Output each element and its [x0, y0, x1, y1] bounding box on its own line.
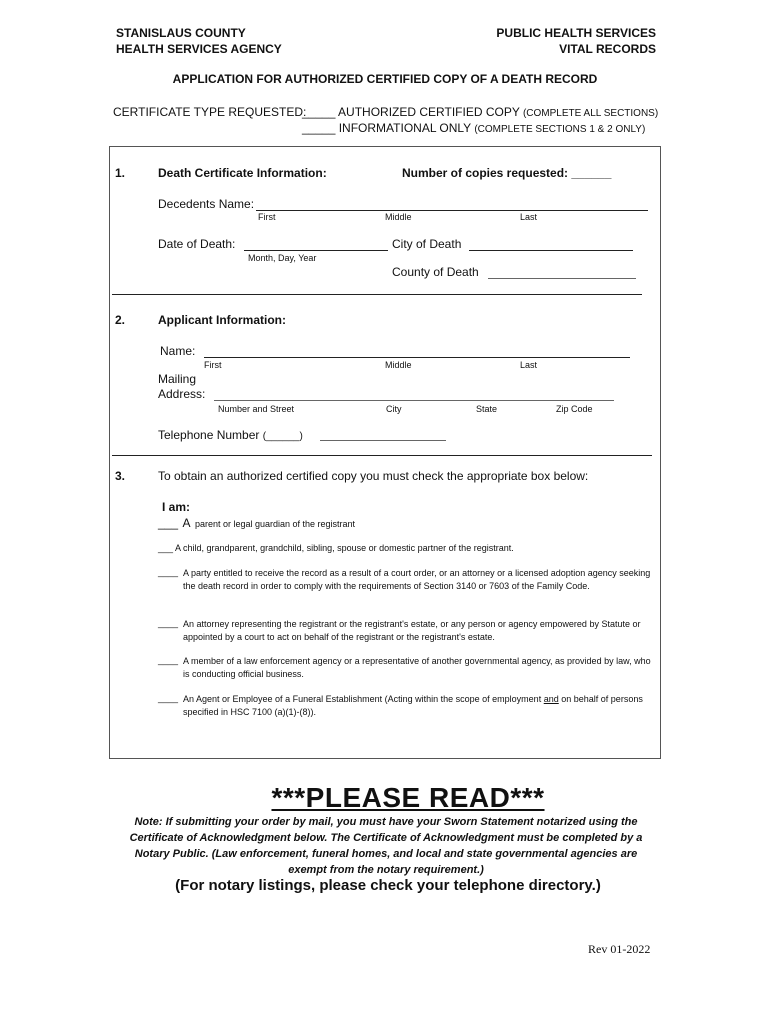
eligibility-option-relative[interactable]: ___ A child, grandparent, grandchild, sibling, spouse or domestic partner of the registrant.: [158, 543, 514, 553]
applicant-name-label: Name:: [160, 344, 196, 358]
mailing-label: Mailing: [158, 372, 197, 386]
area-code-field[interactable]: (______): [262, 431, 303, 442]
please-read-heading: ***PLEASE READ***: [271, 782, 545, 813]
informational-note: (COMPLETE SECTIONS 1 & 2 ONLY): [474, 124, 646, 135]
agency-name: HEALTH SERVICES AGENCY: [116, 42, 282, 56]
copies-requested-field[interactable]: Number of copies requested: ______: [402, 166, 612, 180]
department-name: PUBLIC HEALTH SERVICES: [496, 26, 656, 40]
decedent-last-hint: Last: [520, 212, 538, 222]
eligibility-option-attorney-blank[interactable]: ____: [158, 618, 179, 628]
eligibility-option-attorney: An attorney representing the registrant or the registrant's estate, or any person or agency empowered by Statute or appointed by a court to act on behalf of the registrant or the registrant's estate.: [183, 619, 641, 642]
eligibility-option-funeral-blank[interactable]: ____: [158, 693, 179, 703]
eligibility-option-funeral: An Agent or Employee of a Funeral Establishment (Acting within the scope of employment and on behalf of persons specified in HSC 7100 (a)(1)-(8)).: [183, 694, 643, 717]
certificate-type-informational[interactable]: [302, 121, 645, 135]
certificate-type-authorized[interactable]: [302, 105, 658, 119]
decedent-first-hint: First: [258, 212, 276, 222]
section1-number: 1.: [115, 166, 126, 180]
revision-label: Rev 01-2022: [588, 942, 651, 956]
applicant-first-hint: First: [204, 360, 222, 370]
state-hint: State: [476, 404, 498, 414]
section-divider: [112, 294, 642, 295]
notary-listing-instruction: (For notary listings, please check your telephone directory.): [175, 877, 601, 894]
eligibility-option-parent[interactable]: ___ A parent or legal guardian of the registrant: [158, 516, 356, 530]
date-of-death-hint: Month, Day, Year: [248, 253, 317, 263]
eligibility-option-court-order-blank[interactable]: ____: [158, 567, 179, 577]
division-name: VITAL RECORDS: [559, 42, 656, 56]
notary-note: Note: If submitting your order by mail, you must have your Sworn Statement notarized using the Certificate of Acknowledgment below. The Certificate of Acknowledgment must be completed by a Notary Public. (Law enforcement, funeral homes, and local and state governmental agencies are exempt from the notary requirement.): [129, 816, 643, 876]
street-hint: Number and Street: [218, 404, 295, 414]
authorized-label: AUTHORIZED CERTIFIED COPY: [338, 105, 520, 119]
informational-label: INFORMATIONAL ONLY: [338, 121, 471, 135]
decedent-middle-hint: Middle: [385, 212, 412, 222]
city-of-death-field[interactable]: [469, 250, 633, 251]
authorized-blank[interactable]: _____: [302, 105, 336, 119]
county-name: STANISLAUS COUNTY: [116, 26, 246, 40]
section3-number: 3.: [115, 469, 126, 483]
address-label: Address:: [158, 387, 206, 401]
eligibility-option-law-enforcement: A member of a law enforcement agency or a representative of another governmental agency, as provided by law, who is conducting official business.: [183, 656, 651, 679]
section3-intro: To obtain an authorized certified copy you must check the appropriate box below:: [158, 469, 589, 483]
section1-title: Death Certificate Information:: [158, 166, 327, 180]
applicant-name-field[interactable]: [204, 357, 630, 358]
city-of-death-label: City of Death: [392, 237, 462, 251]
decedent-name-field[interactable]: [256, 210, 648, 211]
date-of-death-field[interactable]: [244, 250, 388, 251]
document-title: APPLICATION FOR AUTHORIZED CERTIFIED COPY OF A DEATH RECORD: [172, 72, 598, 86]
certificate-type-label: CERTIFICATE TYPE REQUESTED:: [113, 105, 307, 119]
eligibility-option-law-enforcement-blank[interactable]: ____: [158, 655, 179, 665]
applicant-last-hint: Last: [520, 360, 538, 370]
authorized-note: (COMPLETE ALL SECTIONS): [522, 108, 659, 119]
mailing-address-field[interactable]: [214, 400, 614, 401]
section2-title: Applicant Information:: [158, 313, 286, 327]
section-divider: [112, 455, 652, 456]
eligibility-option-court-order: A party entitled to receive the record as a result of a court order, or an attorney or a licensed adoption agency seeking the death record in order to comply with the requirements of Section 3140 or 7603 of the Family Code.: [183, 568, 651, 591]
decedent-name-label: Decedents Name:: [158, 197, 255, 211]
city-hint: City: [386, 404, 402, 414]
i-am-label: I am:: [162, 500, 191, 514]
county-of-death-label: County of Death: [392, 265, 479, 279]
applicant-middle-hint: Middle: [385, 360, 412, 370]
telephone-label: Telephone Number (______): [158, 428, 303, 442]
informational-blank[interactable]: _____: [302, 121, 336, 135]
zip-hint: Zip Code: [556, 404, 593, 414]
section2-number: 2.: [115, 313, 126, 327]
county-of-death-field[interactable]: [488, 278, 636, 279]
date-of-death-label: Date of Death:: [158, 237, 236, 251]
telephone-field[interactable]: [320, 440, 446, 441]
